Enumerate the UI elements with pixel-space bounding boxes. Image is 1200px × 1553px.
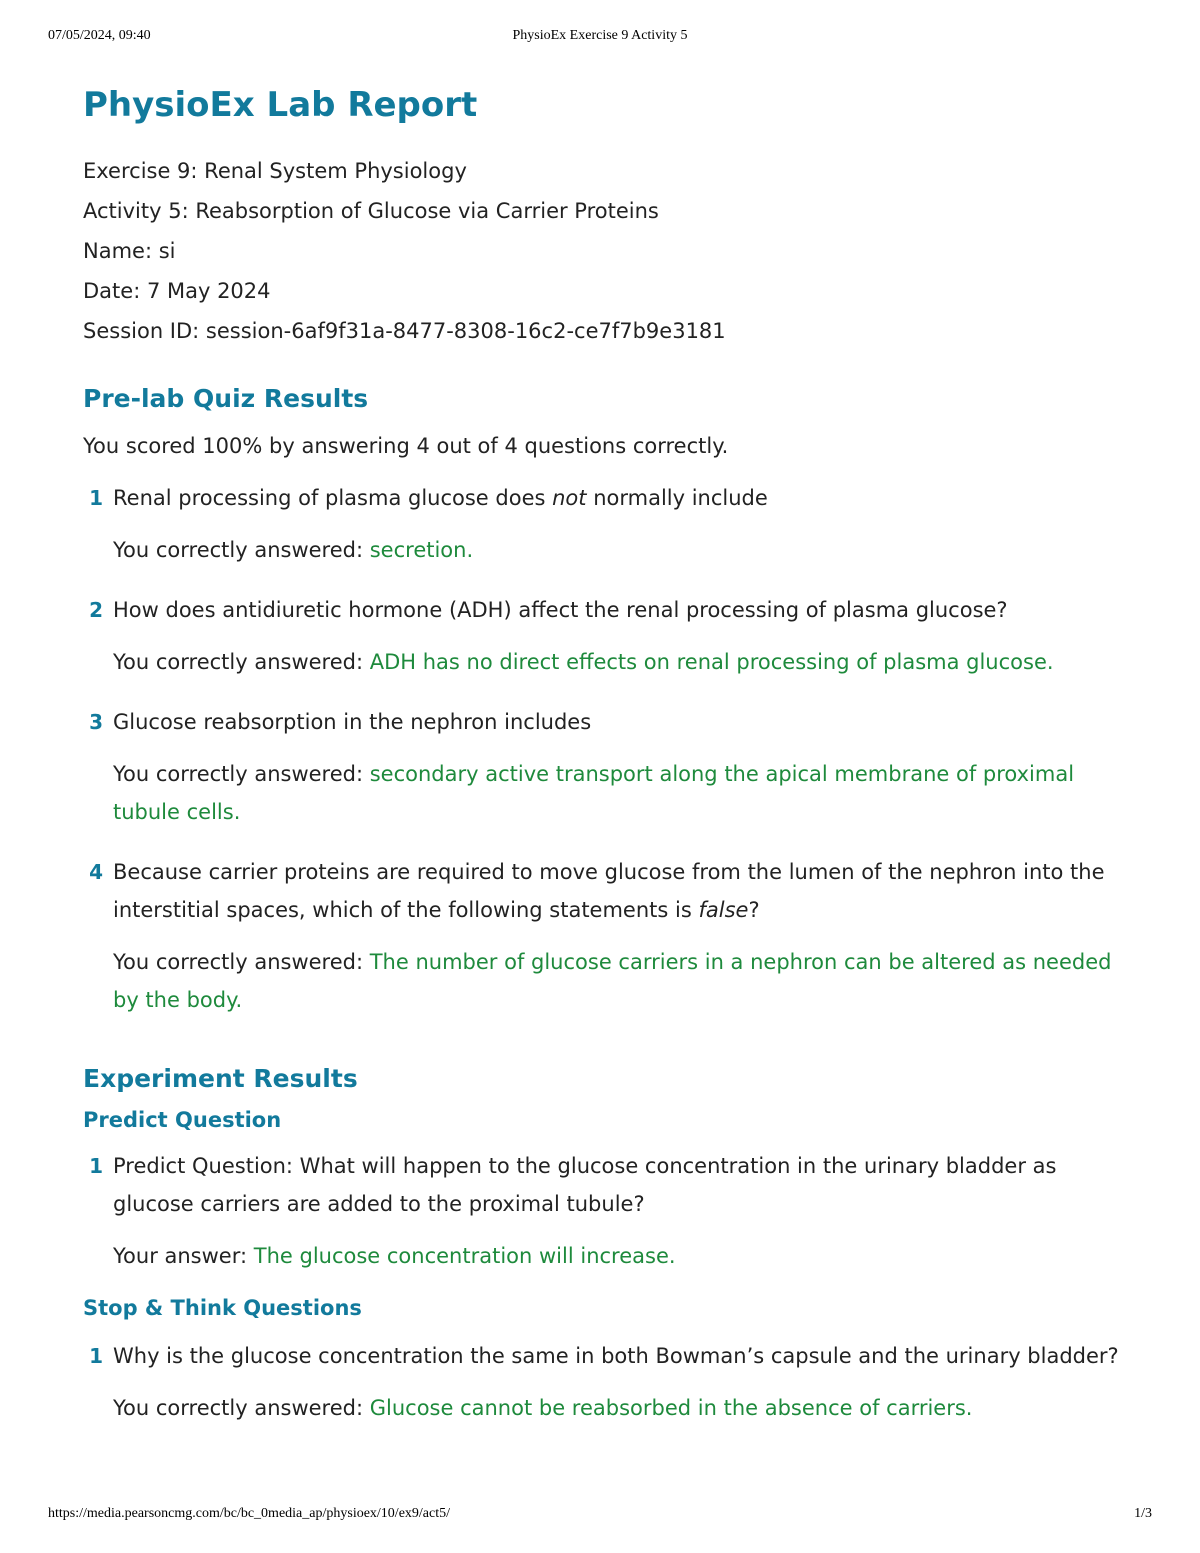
question-number: 2 — [89, 598, 103, 622]
predict-heading: Predict Question — [83, 1108, 282, 1132]
exercise-line: Exercise 9: Renal System Physiology — [83, 159, 467, 183]
print-doc-title: PhysioEx Exercise 9 Activity 5 — [512, 28, 688, 43]
prelab-question-1 — [83, 479, 1143, 569]
print-footer — [48, 1506, 1152, 1526]
correct-answer: secondary active transport along the apical membrane of proximal tubule cells. — [113, 762, 1075, 824]
stop-think-question-1 — [83, 1337, 1143, 1427]
prelab-heading: Pre-lab Quiz Results — [83, 384, 369, 413]
question-text: Renal processing of plasma glucose does not normally include — [113, 486, 768, 510]
question-answer — [113, 755, 1143, 831]
question-answer — [113, 1237, 1143, 1275]
prelab-score: You scored 100% by answering 4 out of 4 questions correctly. — [83, 434, 729, 458]
question-text: How does antidiuretic hormone (ADH) affect the renal processing of plasma glucose? — [113, 598, 1008, 622]
correct-answer: The number of glucose carriers in a nephron can be altered as needed by the body. — [113, 950, 1112, 1012]
user-answer: The glucose concentration will increase. — [253, 1244, 676, 1268]
question-text: Glucose reabsorption in the nephron includes — [113, 710, 592, 734]
experiment-heading: Experiment Results — [83, 1064, 358, 1093]
activity-line: Activity 5: Reabsorption of Glucose via Carrier Proteins — [83, 199, 659, 223]
answer-prefix: You correctly answered: — [113, 1396, 370, 1420]
page-title: PhysioEx Lab Report — [83, 85, 478, 125]
question-text: Why is the glucose concentration the same in both Bowman’s capsule and the urinary bladder? — [113, 1344, 1119, 1368]
answer-prefix: You correctly answered: — [113, 650, 370, 674]
question-number: 3 — [89, 710, 103, 734]
question-number: 1 — [89, 1154, 103, 1178]
question-number: 4 — [89, 860, 103, 884]
correct-answer: ADH has no direct effects on renal processing of plasma glucose. — [369, 650, 1054, 674]
prelab-question-4 — [83, 853, 1143, 1019]
print-datetime: 07/05/2024, 09:40 — [48, 28, 151, 43]
report-content — [83, 80, 1143, 1427]
question-answer — [113, 1389, 1143, 1427]
question-number: 1 — [89, 1344, 103, 1368]
correct-answer: secretion. — [369, 538, 474, 562]
report-meta — [83, 151, 1143, 351]
print-url: https://media.pearsoncmg.com/bc/bc_0media_ap/physioex/10/ex9/act5/ — [48, 1506, 451, 1521]
question-text: Predict Question: What will happen to the glucose concentration in the urinary bladder as glucose carriers are added to the proximal tubule? — [113, 1154, 1057, 1216]
question-answer — [113, 643, 1143, 681]
answer-prefix: You correctly answered: — [113, 762, 370, 786]
question-number: 1 — [89, 486, 103, 510]
answer-prefix: Your answer: — [113, 1244, 254, 1268]
stop-think-heading: Stop & Think Questions — [83, 1296, 362, 1320]
answer-prefix: You correctly answered: — [113, 950, 370, 974]
predict-question-1 — [83, 1147, 1143, 1275]
prelab-question-2 — [83, 591, 1143, 681]
question-answer — [113, 943, 1143, 1019]
prelab-question-3 — [83, 703, 1143, 831]
answer-prefix: You correctly answered: — [113, 538, 370, 562]
session-line: Session ID: session-6af9f31a-8477-8308-16c2-ce7f7b9e3181 — [83, 319, 726, 343]
print-page-number: 1/3 — [1134, 1506, 1152, 1521]
correct-answer: Glucose cannot be reabsorbed in the absence of carriers. — [369, 1396, 973, 1420]
question-text: Because carrier proteins are required to move glucose from the lumen of the nephron into the interstitial spaces, which of the following statements is false? — [113, 860, 1105, 922]
date-line: Date: 7 May 2024 — [83, 279, 271, 303]
question-answer — [113, 531, 1143, 569]
name-line: Name: si — [83, 239, 176, 263]
print-header — [48, 28, 1152, 48]
